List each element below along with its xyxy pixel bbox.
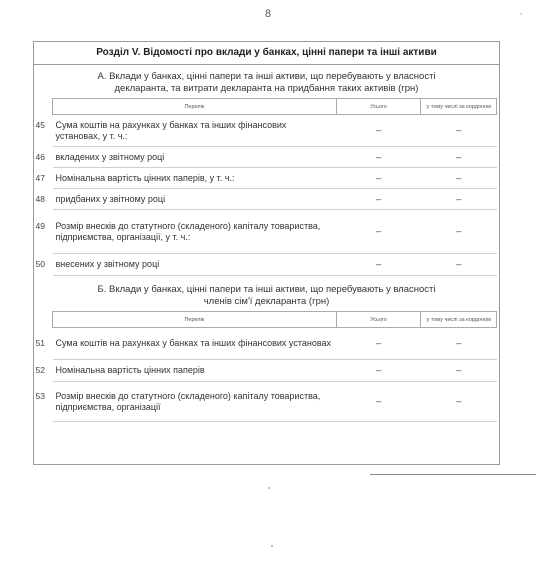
row-label (35, 328, 337, 360)
row-label (35, 115, 337, 147)
row-number: 52 (35, 365, 45, 375)
table-row (53, 254, 497, 276)
row-label (35, 147, 337, 168)
table-row (53, 360, 497, 382)
row-total: – (336, 382, 421, 422)
row-label (35, 210, 337, 254)
table-row (53, 328, 497, 360)
row-text: вкладених у звітному році (55, 151, 165, 162)
scan-speck (268, 487, 270, 489)
part-b-title (54, 284, 479, 308)
page-number: 8 (264, 8, 272, 20)
footer-rule (370, 474, 536, 475)
table-row (53, 168, 497, 189)
header-list: Перелік (53, 99, 337, 115)
row-label (35, 360, 337, 382)
row-number: 45 (35, 119, 45, 130)
row-label (35, 189, 337, 210)
header-list: Перелік (53, 312, 337, 328)
part-b-table (35, 311, 497, 422)
row-label (35, 382, 337, 422)
row-total: – (336, 168, 421, 189)
row-abroad: – (421, 147, 497, 168)
row-number: 51 (35, 338, 45, 348)
row-total: – (336, 189, 421, 210)
section-v-frame (33, 41, 500, 465)
row-abroad: – (421, 360, 497, 382)
header-total: Усього (336, 99, 421, 115)
row-text: Розмір внесків до статутного (складеного) капіталу товариства, підприємства, організації, у т. ч.: (55, 220, 321, 242)
row-number: 50 (35, 259, 45, 269)
row-total: – (336, 360, 421, 382)
section-title: Розділ V. Відомості про вклади у банках, цінні папери та інші активи (34, 42, 499, 65)
part-b-title-line1: Б. Вклади у банках, цінні папери та інші активи, що перебувають у власності (97, 284, 436, 295)
row-abroad: – (421, 168, 497, 189)
table-row (53, 147, 497, 168)
header-abroad: у тому числі за кордоном (421, 99, 497, 115)
part-b-title-line2: членів сім'ї декларанта (грн) (203, 296, 330, 307)
row-text: Сума коштів на рахунках у банках та інших фінансових установах (55, 338, 332, 348)
part-a-title-line1: А. Вклади у банках, цінні папери та інші активи, що перебувають у власності (97, 71, 436, 82)
row-abroad: – (421, 254, 497, 276)
row-text: Розмір внесків до статутного (складеного) капіталу товариства, підприємства, організації (55, 390, 321, 412)
row-number: 53 (35, 390, 45, 401)
row-text: Номінальна вартість цінних паперів, у т. ч.: (55, 172, 235, 183)
part-a-title (54, 71, 479, 95)
row-text: Номінальна вартість цінних паперів (55, 365, 205, 375)
row-abroad: – (421, 189, 497, 210)
table-row (53, 115, 497, 147)
scan-speck (520, 13, 522, 15)
row-number: 47 (35, 172, 45, 183)
row-label (35, 168, 337, 189)
row-total: – (336, 115, 421, 147)
row-text: придбаних у звітному році (55, 193, 166, 204)
part-a-table (35, 98, 497, 276)
header-abroad: у тому числі за кордоном (421, 312, 497, 328)
row-total: – (336, 328, 421, 360)
part-a-title-line2: декларанта, та витрати декларанта на придбання таких активів (грн) (114, 83, 419, 94)
row-abroad: – (421, 328, 497, 360)
row-number: 48 (35, 193, 45, 204)
row-number: 49 (35, 220, 45, 231)
row-total: – (336, 254, 421, 276)
table-row (53, 210, 497, 254)
row-number: 46 (35, 151, 45, 162)
row-text: Сума коштів на рахунках у банках та інших фінансових установах, у т. ч.: (55, 119, 287, 141)
row-abroad: – (421, 115, 497, 147)
row-total: – (336, 210, 421, 254)
scan-speck (271, 545, 273, 547)
header-total: Усього (336, 312, 421, 328)
row-text: внесених у звітному році (55, 259, 160, 269)
row-abroad: – (421, 210, 497, 254)
table-row (53, 189, 497, 210)
row-label (35, 254, 337, 276)
table-row (53, 382, 497, 422)
row-total: – (336, 147, 421, 168)
row-abroad: – (421, 382, 497, 422)
